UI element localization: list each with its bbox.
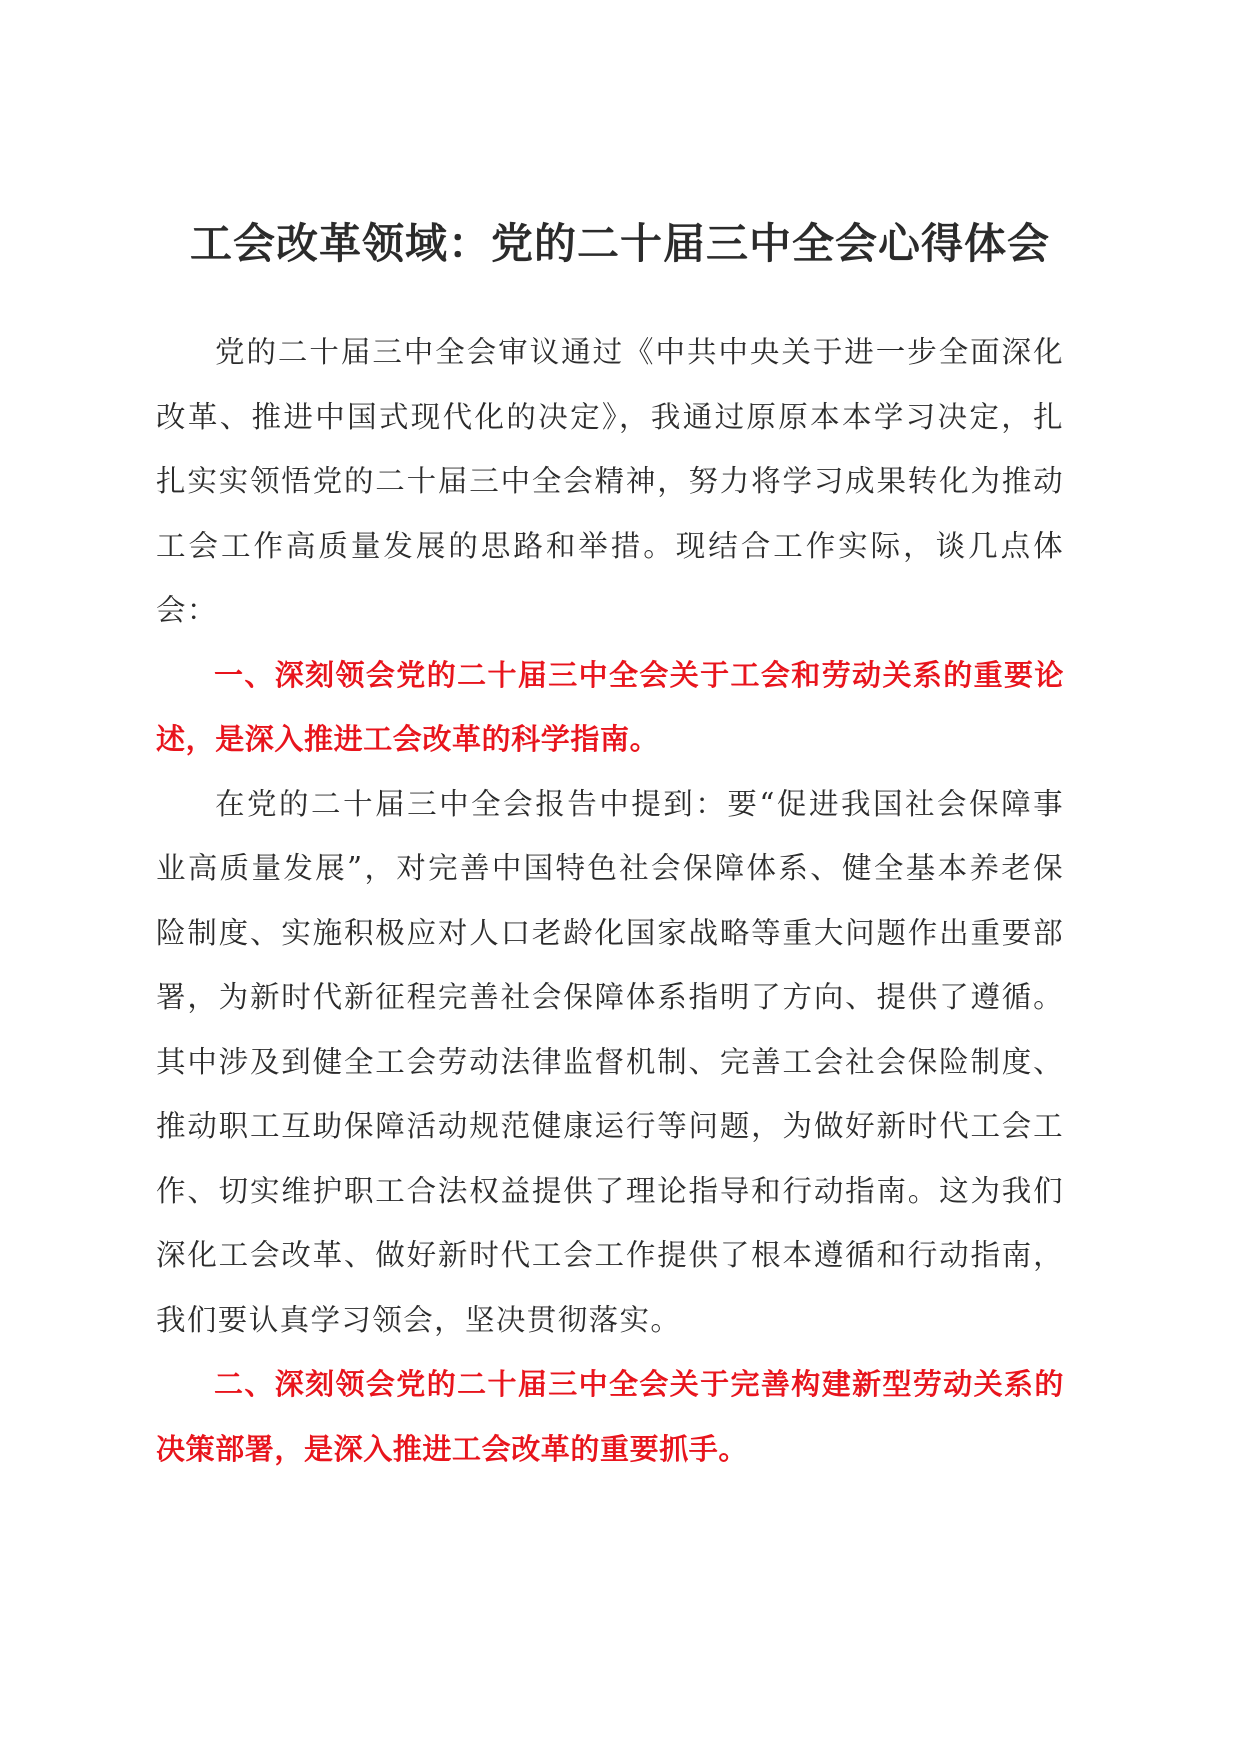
paragraph-intro: 党的二十届三中全会审议通过《中共中央关于进一步全面深化改革、推进中国式现代化的决定》，我通过原原本本学习决定，扎扎实实领悟党的二十届三中全会精神，努力将学习成果转化为推动工会工作高质量发展的思路和举措。现结合工作实际，谈几点体会： (156, 335, 1064, 627)
document-body (156, 320, 1064, 1481)
document-title: 工会改革领域：党的二十届三中全会心得体会 (189, 219, 1050, 268)
section-heading-1: 一、深刻领会党的二十届三中全会关于工会和劳动关系的重要论述，是深入推进工会改革的科学指南。 (156, 657, 1064, 756)
paragraph-section-1: 在党的二十届三中全会报告中提到：要“促进我国社会保障事业高质量发展”，对完善中国特色社会保障体系、健全基本养老保险制度、实施积极应对人口老龄化国家战略等重大问题作出重要部署，为新时代新征程完善社会保障体系指明了方向、提供了遵循。其中涉及到健全工会劳动法律监督机制、完善工会社会保险制度、推动职工互助保障活动规范健康运行等问题，为做好新时代工会工作、切实维护职工合法权益提供了理论指导和行动指南。这为我们深化工会改革、做好新时代工会工作提供了根本遵循和行动指南，我们要认真学习领会，坚决贯彻落实。 (156, 786, 1064, 1337)
section-heading-2: 二、深刻领会党的二十届三中全会关于完善构建新型劳动关系的决策部署，是深入推进工会改革的重要抓手。 (156, 1367, 1064, 1466)
